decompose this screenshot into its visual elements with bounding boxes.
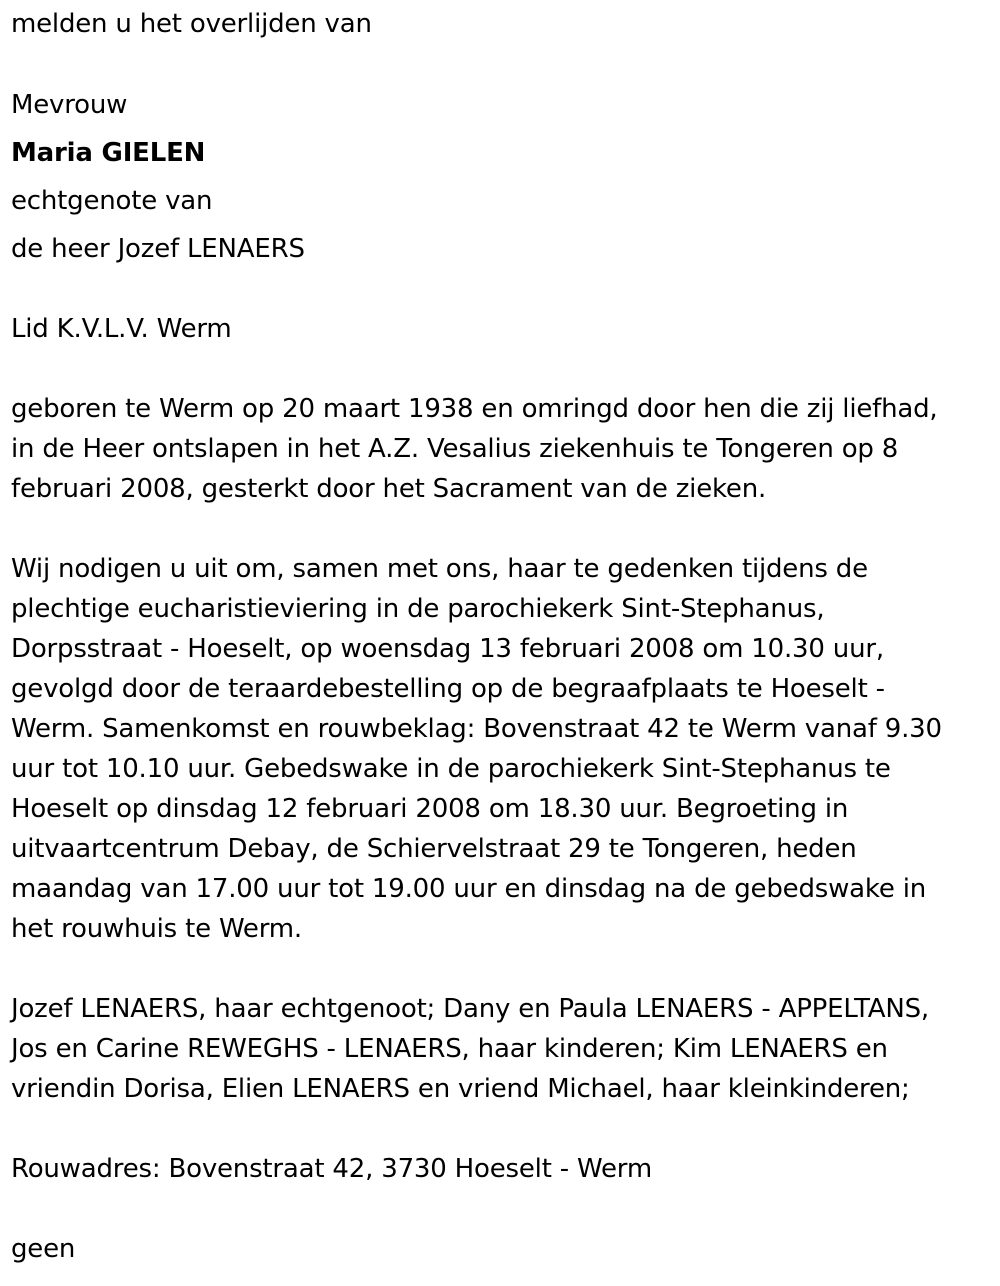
birth-death-line: geboren te Werm op 20 maart 1938 en omringd door hen die zij liefhad, xyxy=(11,394,938,424)
invitation-line: Werm. Samenkomst en rouwbeklag: Bovenstraat 42 te Werm vanaf 9.30 xyxy=(11,714,942,744)
closing-text: geen xyxy=(11,1234,76,1264)
mourning-address: Rouwadres: Bovenstraat 42, 3730 Hoeselt - Werm xyxy=(11,1154,652,1184)
invitation-line: plechtige eucharistieviering in de parochiekerk Sint-Stephanus, xyxy=(11,594,825,624)
salutation: Mevrouw xyxy=(11,90,128,120)
invitation-line: uitvaartcentrum Debay, de Schiervelstraat 29 te Tongeren, heden xyxy=(11,834,857,864)
family-line: vriendin Dorisa, Elien LENAERS en vriend Michael, haar kleinkinderen; xyxy=(11,1074,910,1104)
invitation-line: het rouwhuis te Werm. xyxy=(11,914,302,944)
spouse-label: echtgenote van xyxy=(11,186,213,216)
invitation-line: Wij nodigen u uit om, samen met ons, haar te gedenken tijdens de xyxy=(11,554,868,584)
invitation-line: gevolgd door de teraardebestelling op de begraafplaats te Hoeselt - xyxy=(11,674,885,704)
deceased-name: Maria GIELEN xyxy=(11,138,206,168)
invitation-line: maandag van 17.00 uur tot 19.00 uur en dinsdag na de gebedswake in xyxy=(11,874,926,904)
intro-text: melden u het overlijden van xyxy=(11,9,372,39)
invitation-line: uur tot 10.10 uur. Gebedswake in de parochiekerk Sint-Stephanus te xyxy=(11,754,891,784)
invitation-line: Dorpsstraat - Hoeselt, op woensdag 13 februari 2008 om 10.30 uur, xyxy=(11,634,884,664)
family-line: Jozef LENAERS, haar echtgenoot; Dany en Paula LENAERS - APPELTANS, xyxy=(11,994,929,1024)
membership: Lid K.V.L.V. Werm xyxy=(11,314,232,344)
invitation-line: Hoeselt op dinsdag 12 februari 2008 om 18.30 uur. Begroeting in xyxy=(11,794,849,824)
birth-death-line: februari 2008, gesterkt door het Sacrament van de zieken. xyxy=(11,474,767,504)
spouse-name: de heer Jozef LENAERS xyxy=(11,234,305,264)
family-line: Jos en Carine REWEGHS - LENAERS, haar kinderen; Kim LENAERS en xyxy=(11,1034,888,1064)
birth-death-line: in de Heer ontslapen in het A.Z. Vesalius ziekenhuis te Tongeren op 8 xyxy=(11,434,899,464)
